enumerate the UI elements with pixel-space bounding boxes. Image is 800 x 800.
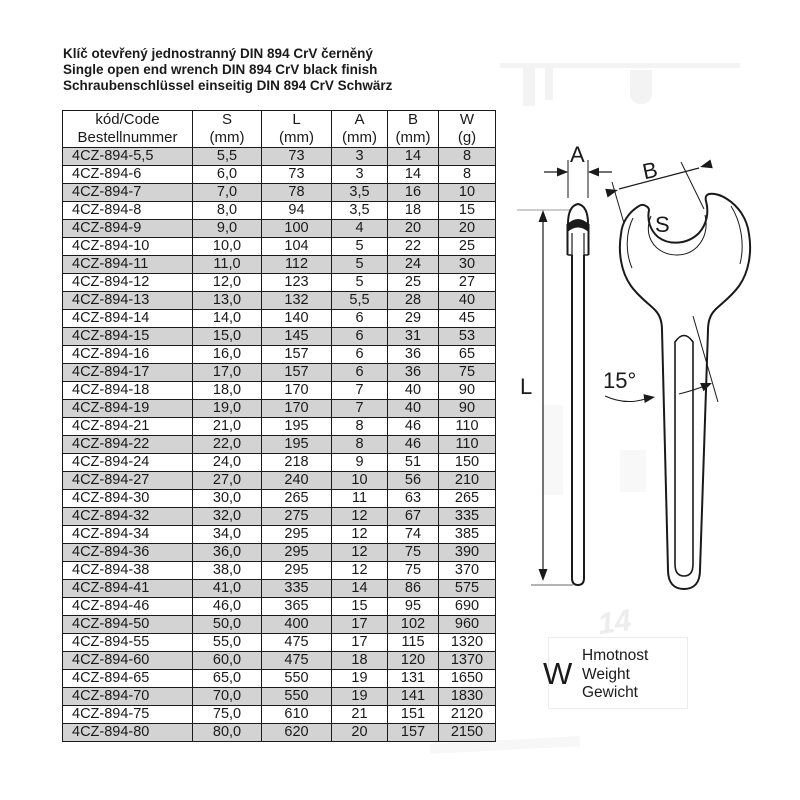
value-cell: 10 [332,472,388,490]
watermark-smudge [523,68,535,106]
table-row [63,526,496,544]
value-cell: 29 [388,310,439,328]
label-s: S [655,212,670,237]
value-cell: 400 [262,616,332,634]
value-cell: 100 [262,220,332,238]
value-cell: 65,0 [193,670,262,688]
value-cell: 32,0 [193,508,262,526]
value-cell: 40 [388,400,439,418]
value-cell: 1320 [439,634,496,652]
value-cell: 550 [262,688,332,706]
value-cell: 55,0 [193,634,262,652]
header-code: Bestellnummer [63,129,193,148]
table-row [63,346,496,364]
value-cell: 112 [262,256,332,274]
value-cell: 20 [439,220,496,238]
value-cell: 170 [262,400,332,418]
table-row [63,382,496,400]
value-cell: 6 [332,364,388,382]
table-row [63,310,496,328]
header-value: (mm) [388,129,439,148]
value-cell: 8 [439,166,496,184]
value-cell: 335 [439,508,496,526]
label-l: L [520,374,533,399]
value-cell: 20 [332,724,388,742]
table-row [63,220,496,238]
value-cell: 15,0 [193,328,262,346]
value-cell: 6 [332,328,388,346]
value-cell: 385 [439,526,496,544]
table-row [63,562,496,580]
value-cell: 1650 [439,670,496,688]
value-cell: 95 [388,598,439,616]
value-cell: 19 [332,688,388,706]
code-cell: 4CZ-894-36 [63,544,193,562]
value-cell: 170 [262,382,332,400]
value-cell: 960 [439,616,496,634]
value-cell: 195 [262,418,332,436]
value-cell: 24,0 [193,454,262,472]
header-row [63,129,496,148]
weight-legend-cs: Hmotnost [582,647,649,664]
value-cell: 14,0 [193,310,262,328]
code-cell: 4CZ-894-19 [63,400,193,418]
value-cell: 18 [388,202,439,220]
code-cell: 4CZ-894-24 [63,454,193,472]
value-cell: 75,0 [193,706,262,724]
value-cell: 65 [439,346,496,364]
header-value: A [332,111,388,130]
value-cell: 27 [439,274,496,292]
value-cell: 141 [388,688,439,706]
value-cell: 40 [388,382,439,400]
value-cell: 22,0 [193,436,262,454]
value-cell: 3,5 [332,202,388,220]
value-cell: 8 [332,418,388,436]
label-angle: 15° [603,368,637,393]
value-cell: 14 [332,580,388,598]
watermark-smudge [630,70,652,104]
value-cell: 370 [439,562,496,580]
table-row [63,400,496,418]
code-cell: 4CZ-894-50 [63,616,193,634]
code-cell: 4CZ-894-18 [63,382,193,400]
code-cell: 4CZ-894-21 [63,418,193,436]
value-cell: 17 [332,634,388,652]
value-cell: 8,0 [193,202,262,220]
header-value: L [262,111,332,130]
table-row [63,652,496,670]
code-cell: 4CZ-894-6 [63,166,193,184]
weight-legend-de: Gewicht [582,684,638,701]
title-czech: Klíč otevřený jednostranný DIN 894 CrV černěný [63,46,373,61]
value-cell: 475 [262,634,332,652]
value-cell: 195 [262,436,332,454]
value-cell: 295 [262,562,332,580]
value-cell: 73 [262,148,332,166]
header-row [63,111,496,130]
value-cell: 3 [332,166,388,184]
table-row [63,364,496,382]
value-cell: 22 [388,238,439,256]
table-row [63,580,496,598]
watermark-smudge [545,68,553,100]
value-cell: 157 [262,364,332,382]
code-cell: 4CZ-894-22 [63,436,193,454]
value-cell: 123 [262,274,332,292]
value-cell: 80,0 [193,724,262,742]
value-cell: 7,0 [193,184,262,202]
code-cell: 4CZ-894-11 [63,256,193,274]
weight-legend [582,647,648,703]
code-cell: 4CZ-894-9 [63,220,193,238]
value-cell: 8 [332,436,388,454]
value-cell: 218 [262,454,332,472]
table-row [63,238,496,256]
value-cell: 90 [439,400,496,418]
value-cell: 6 [332,310,388,328]
page-title [63,46,392,94]
value-cell: 104 [262,238,332,256]
table-row [63,166,496,184]
label-w: W [543,656,573,691]
value-cell: 6 [332,346,388,364]
value-cell: 20 [388,220,439,238]
header-value: S [193,111,262,130]
value-cell: 38,0 [193,562,262,580]
value-cell: 21 [332,706,388,724]
table-row [63,670,496,688]
table-row [63,148,496,166]
value-cell: 14 [388,148,439,166]
value-cell: 28 [388,292,439,310]
code-cell: 4CZ-894-80 [63,724,193,742]
value-cell: 110 [439,418,496,436]
code-cell: 4CZ-894-8 [63,202,193,220]
table-row [63,436,496,454]
spec-table-body [63,148,496,742]
value-cell: 21,0 [193,418,262,436]
value-cell: 25 [439,238,496,256]
value-cell: 34,0 [193,526,262,544]
value-cell: 157 [388,724,439,742]
value-cell: 12 [332,508,388,526]
value-cell: 25 [388,274,439,292]
value-cell: 75 [439,364,496,382]
value-cell: 56 [388,472,439,490]
value-cell: 1830 [439,688,496,706]
value-cell: 15 [332,598,388,616]
code-cell: 4CZ-894-41 [63,580,193,598]
header-value: B [388,111,439,130]
code-cell: 4CZ-894-17 [63,364,193,382]
value-cell: 12 [332,526,388,544]
value-cell: 46,0 [193,598,262,616]
value-cell: 335 [262,580,332,598]
value-cell: 45 [439,310,496,328]
value-cell: 295 [262,544,332,562]
value-cell: 74 [388,526,439,544]
value-cell: 2120 [439,706,496,724]
value-cell: 365 [262,598,332,616]
code-cell: 4CZ-894-16 [63,346,193,364]
value-cell: 31 [388,328,439,346]
table-row [63,544,496,562]
value-cell: 120 [388,652,439,670]
value-cell: 9,0 [193,220,262,238]
wrench-front-view [620,194,750,589]
value-cell: 210 [439,472,496,490]
header-value: (mm) [262,129,332,148]
value-cell: 86 [388,580,439,598]
code-cell: 4CZ-894-27 [63,472,193,490]
value-cell: 70,0 [193,688,262,706]
value-cell: 11 [332,490,388,508]
table-row [63,724,496,742]
value-cell: 11,0 [193,256,262,274]
header-value: (mm) [332,129,388,148]
value-cell: 110 [439,436,496,454]
header-code: kód/Code [63,111,193,130]
value-cell: 115 [388,634,439,652]
value-cell: 690 [439,598,496,616]
value-cell: 610 [262,706,332,724]
value-cell: 75 [388,562,439,580]
code-cell: 4CZ-894-15 [63,328,193,346]
value-cell: 16,0 [193,346,262,364]
value-cell: 8 [439,148,496,166]
table-row [63,418,496,436]
code-cell: 4CZ-894-7 [63,184,193,202]
code-cell: 4CZ-894-32 [63,508,193,526]
value-cell: 90 [439,382,496,400]
value-cell: 10 [439,184,496,202]
table-row [63,616,496,634]
value-cell: 30,0 [193,490,262,508]
value-cell: 150 [439,454,496,472]
value-cell: 14 [388,166,439,184]
value-cell: 132 [262,292,332,310]
value-cell: 41,0 [193,580,262,598]
header-value: W [439,111,496,130]
value-cell: 140 [262,310,332,328]
watermark-number: 14 [595,603,634,642]
value-cell: 12 [332,544,388,562]
value-cell: 4 [332,220,388,238]
value-cell: 295 [262,526,332,544]
value-cell: 265 [439,490,496,508]
code-cell: 4CZ-894-14 [63,310,193,328]
value-cell: 73 [262,166,332,184]
label-a: A [570,142,585,167]
header-value: (g) [439,129,496,148]
value-cell: 550 [262,670,332,688]
code-cell: 4CZ-894-75 [63,706,193,724]
header-value: (mm) [193,129,262,148]
value-cell: 6,0 [193,166,262,184]
value-cell: 157 [262,346,332,364]
table-row [63,202,496,220]
value-cell: 60,0 [193,652,262,670]
value-cell: 18 [332,652,388,670]
value-cell: 16 [388,184,439,202]
code-cell: 4CZ-894-46 [63,598,193,616]
code-cell: 4CZ-894-30 [63,490,193,508]
value-cell: 30 [439,256,496,274]
code-cell: 4CZ-894-10 [63,238,193,256]
value-cell: 102 [388,616,439,634]
value-cell: 15 [439,202,496,220]
table-row [63,274,496,292]
value-cell: 13,0 [193,292,262,310]
value-cell: 620 [262,724,332,742]
label-b: B [640,156,660,185]
value-cell: 151 [388,706,439,724]
value-cell: 75 [388,544,439,562]
code-cell: 4CZ-894-12 [63,274,193,292]
value-cell: 1370 [439,652,496,670]
watermark-smudge [500,63,740,68]
code-cell: 4CZ-894-13 [63,292,193,310]
table-row [63,688,496,706]
code-cell: 4CZ-894-55 [63,634,193,652]
value-cell: 27,0 [193,472,262,490]
value-cell: 17 [332,616,388,634]
code-cell: 4CZ-894-38 [63,562,193,580]
value-cell: 78 [262,184,332,202]
value-cell: 7 [332,400,388,418]
value-cell: 12 [332,562,388,580]
value-cell: 40 [439,292,496,310]
table-row [63,256,496,274]
spec-table [62,110,496,742]
code-cell: 4CZ-894-70 [63,688,193,706]
value-cell: 46 [388,418,439,436]
value-cell: 5,5 [193,148,262,166]
value-cell: 19,0 [193,400,262,418]
code-cell: 4CZ-894-60 [63,652,193,670]
value-cell: 5,5 [332,292,388,310]
spec-table-head [63,111,496,148]
value-cell: 3,5 [332,184,388,202]
table-row [63,292,496,310]
table-row [63,598,496,616]
value-cell: 475 [262,652,332,670]
code-cell: 4CZ-894-5,5 [63,148,193,166]
wrench-side-view [568,204,589,585]
value-cell: 67 [388,508,439,526]
value-cell: 9 [332,454,388,472]
value-cell: 46 [388,436,439,454]
value-cell: 2150 [439,724,496,742]
value-cell: 24 [388,256,439,274]
title-german: Schraubenschlüssel einseitig DIN 894 CrV Schwärz [63,78,393,93]
value-cell: 3 [332,148,388,166]
value-cell: 265 [262,490,332,508]
value-cell: 5 [332,274,388,292]
value-cell: 94 [262,202,332,220]
value-cell: 12,0 [193,274,262,292]
value-cell: 63 [388,490,439,508]
value-cell: 36,0 [193,544,262,562]
value-cell: 5 [332,256,388,274]
value-cell: 53 [439,328,496,346]
weight-legend-en: Weight [582,665,630,683]
value-cell: 19 [332,670,388,688]
table-row [63,454,496,472]
value-cell: 131 [388,670,439,688]
table-row [63,490,496,508]
table-row [63,328,496,346]
code-cell: 4CZ-894-65 [63,670,193,688]
dimension-a [544,142,612,198]
value-cell: 145 [262,328,332,346]
value-cell: 275 [262,508,332,526]
value-cell: 17,0 [193,364,262,382]
table-row [63,508,496,526]
value-cell: 240 [262,472,332,490]
value-cell: 575 [439,580,496,598]
value-cell: 5 [332,238,388,256]
title-english: Single open end wrench DIN 894 CrV black finish [63,62,378,77]
table-row [63,184,496,202]
value-cell: 36 [388,346,439,364]
table-row [63,472,496,490]
value-cell: 36 [388,364,439,382]
value-cell: 50,0 [193,616,262,634]
table-row [63,634,496,652]
value-cell: 390 [439,544,496,562]
value-cell: 10,0 [193,238,262,256]
value-cell: 51 [388,454,439,472]
value-cell: 18,0 [193,382,262,400]
code-cell: 4CZ-894-34 [63,526,193,544]
table-row [63,706,496,724]
value-cell: 7 [332,382,388,400]
